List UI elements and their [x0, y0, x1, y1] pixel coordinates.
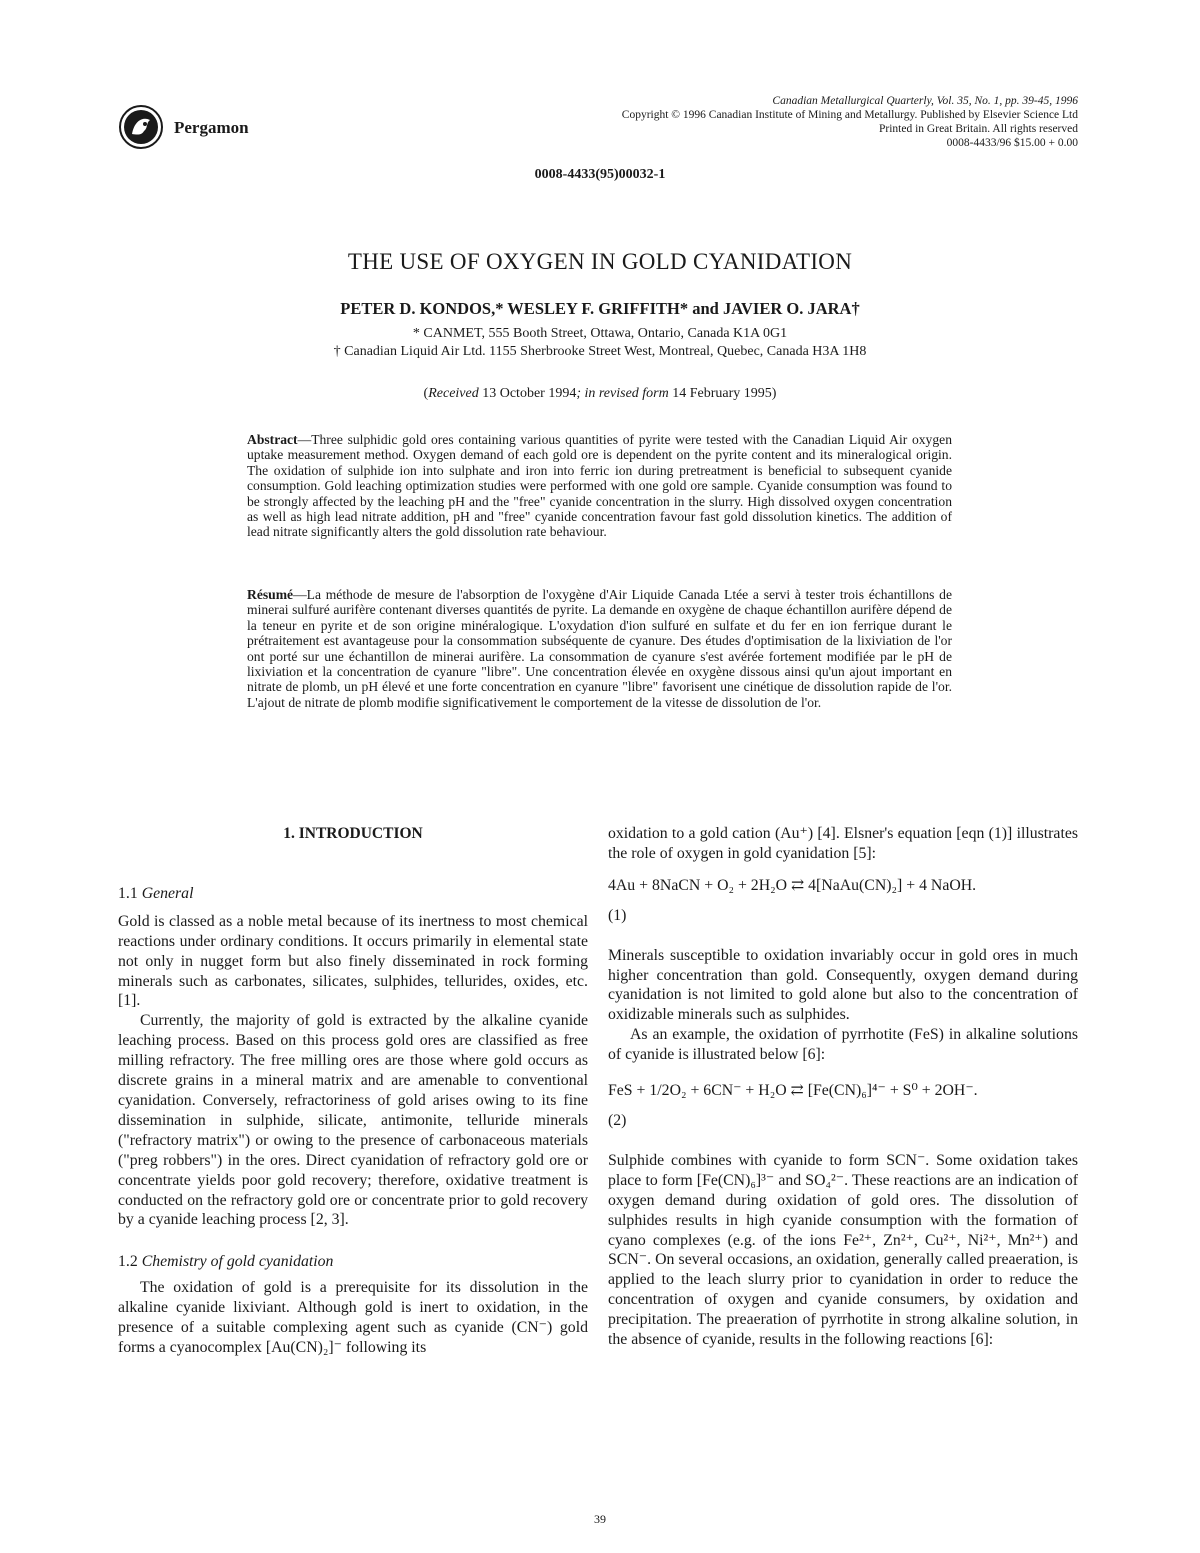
left-column: [118, 824, 588, 1358]
resume-label: Résumé: [247, 587, 294, 602]
abstract-text: —Three sulphidic gold ores containing various quantities of pyrite were tested with the Canadian Liquid Air oxygen uptake measurement method. Oxygen demand of each gold ore is dependent on the pyrite content and its mineralogical origin. The oxidation of sulphide ion into sulphate and iron into ferric ion during pretreatment is beneficial to subsequent cyanide consumption. Gold leaching optimization studies were performed with one gold ore sample. Cyanide consumption was found to be strongly affected by the leaching pH and the "free" cyanide concentration in the slurry. High dissolved oxygen concentration as well as high lead nitrate addition, pH and "free" cyanide concentration favour fast gold dissolution kinetics. The addition of lead nitrate significantly alters the gold dissolution rate behaviour.: [247, 432, 952, 540]
section-heading: 1. INTRODUCTION: [283, 825, 423, 842]
equation-2-number: (2): [608, 1111, 627, 1129]
equation-1-number: (1): [608, 906, 627, 924]
doi: 0008-4433(95)00032-1: [534, 167, 666, 182]
paragraph: The oxidation of gold is a prerequisite for its dissolution in the alkaline cyanide lixiviant. Although gold is inert to oxidation, in the presence of a suitable complexing agent such as cyanide (CN⁻) gold forms a cyanocomplex [Au(CN)₂]⁻ following its: [118, 1279, 588, 1356]
journal-info: [518, 94, 1078, 150]
affiliations: [0, 325, 1200, 361]
publisher-block: [118, 104, 318, 154]
authors: PETER D. KONDOS,* WESLEY F. GRIFFITH* and JAVIER O. JARA†: [340, 299, 860, 318]
abstract-label: Abstract: [247, 432, 298, 447]
paragraph: oxidation to a gold cation (Au⁺) [4]. Elsner's equation [eqn (1)] illustrates the role of oxygen in gold cyanidation [5]:: [608, 825, 1078, 862]
affiliation-1: * CANMET, 555 Booth Street, Ottawa, Ontario, Canada K1A 0G1: [412, 326, 788, 341]
journal-line: Canadian Metallurgical Quarterly, Vol. 35, No. 1, pp. 39-45, 1996: [772, 95, 1078, 107]
subsection-heading-general: 1.1 General: [118, 884, 194, 902]
subsection-heading-chemistry: 1.2 Chemistry of gold cyanidation: [118, 1253, 334, 1271]
page-number: 39: [594, 1512, 606, 1526]
copyright-line: Copyright © 1996 Canadian Institute of Mining and Metallurgy. Published by Elsevier Science Ltd: [621, 109, 1078, 121]
paragraph: Gold is classed as a noble metal because of its inertness to most chemical reactions under ordinary conditions. It occurs primarily in elemental state not only in nugget form but also finely disseminated in rock forming minerals such as carbonates, silicates, sulphides, tellurides, oxides, etc. [1].: [118, 912, 588, 1010]
equation-1: 4Au + 8NaCN + O₂ + 2H₂O ⇄ 4[NaAu(CN)₂] + 4 NaOH.: [608, 876, 977, 894]
received-date: 13 October 1994: [478, 386, 577, 401]
received-label: Received: [428, 386, 479, 401]
affiliation-2: † Canadian Liquid Air Ltd. 1155 Sherbrooke Street West, Montreal, Quebec, Canada H3A 1H8: [333, 344, 867, 359]
right-column: [608, 824, 1078, 1350]
resume-text: —La méthode de mesure de l'absorption de l'oxygène d'Air Liquide Canada Ltée a servi à tester trois échantillons de minerai sulfuré aurifère contenant diverses quantités de pyrite. La demande en oxygène de chaque échantillon aurifère dépend de la teneur en pyrite et de son origine minéralogique. L'oxydation d'ion sulfuré en sulfate et du fer en ion ferrique durant le prétraitement est avantageuse pour la consommation subséquente de cyanure. Des études d'optimisation de la lixiviation de l'or ont porté sur une échantillon de minerai aurifère. La consommation de cyanure s'est avérée fortement modifiée par le pH de lixiviation et la concentration de cyanure "libre". Une concentration élevée en oxygène dissous ainsi qu'un ajout important en nitrate de plomb, un pH élevé et une forte concentration en cyanure "libre" favorisent une cinétique de dissolution rapide de l'or. L'ajout de nitrate de plomb modifie significativement le comportement de la vitesse de dissolution de l'or.: [247, 587, 952, 710]
paragraph: Minerals susceptible to oxidation invariably occur in gold ores in much higher concentration than gold. Consequently, oxygen demand during cyanidation is not limited to gold alone but also to the concentration of oxidizable minerals such as sulphides.: [608, 946, 1078, 1024]
pergamon-logo-icon: [118, 104, 164, 150]
price-line: 0008-4433/96 $15.00 + 0.00: [946, 137, 1078, 149]
revised-label: ; in revised form: [576, 386, 669, 401]
publisher-name: Pergamon: [174, 118, 249, 137]
paragraph: Sulphide combines with cyanide to form SCN⁻. Some oxidation takes place to form [Fe(CN)₆]³⁻ and SO₄²⁻. These reactions are an indication of oxygen demand during oxidation of gold ores. The dissolution of sulphides results in high cyanide consumption with the formation of cyano complexes (e.g. of the ions Fe²⁺, Zn²⁺, Cu²⁺, Ni²⁺, Mn²⁺) and SCN⁻. On several occasions, an oxidation, generally called preaeration, is applied to the leach slurry prior to cyanidation in order to reduce the concentration of oxygen and cyanide consumers, by oxidation and precipitation. The preaeration of pyrrhotite in strong alkaline solution, in the absence of cyanide, results in the following reactions [6]:: [608, 1151, 1078, 1349]
paragraph: As an example, the oxidation of pyrrhotite (FeS) in alkaline solutions of cyanide is illustrated below [6]:: [608, 1026, 1078, 1064]
article-title: THE USE OF OXYGEN IN GOLD CYANIDATION: [347, 249, 853, 274]
printed-line: Printed in Great Britain. All rights reserved: [879, 123, 1078, 135]
resume: [247, 587, 952, 710]
equation-2: FeS + 1/2O₂ + 6CN⁻ + H₂O ⇄ [Fe(CN)₆]⁴⁻ + S⁰ + 2OH⁻.: [608, 1082, 978, 1100]
paragraph: Currently, the majority of gold is extracted by the alkaline cyanide leaching process. Based on this process gold ores are classified as free milling refractory. The free milling ores are those where gold occurs as discrete grains in a mineral matrix and are amenable to conventional cyanidation. Conversely, refractoriness of gold arises owing to its fine dissemination in sulphide, silicate, antimonite, telluride minerals ("refractory matrix") or owing to the presence of carbonaceous materials ("preg robbers") in the ores. Direct cyanidation of refractory gold ore or concentrate yields poor gold recovery; therefore, oxidative treatment is conducted on the refractory gold ore or concentrate prior to gold recovery by a cyanide leaching process [2, 3].: [118, 1012, 588, 1229]
abstract: [247, 432, 952, 540]
received-dates: (Received 13 October 1994; in revised form 14 February 1995): [423, 386, 777, 401]
revised-date: 14 February 1995): [668, 386, 777, 401]
